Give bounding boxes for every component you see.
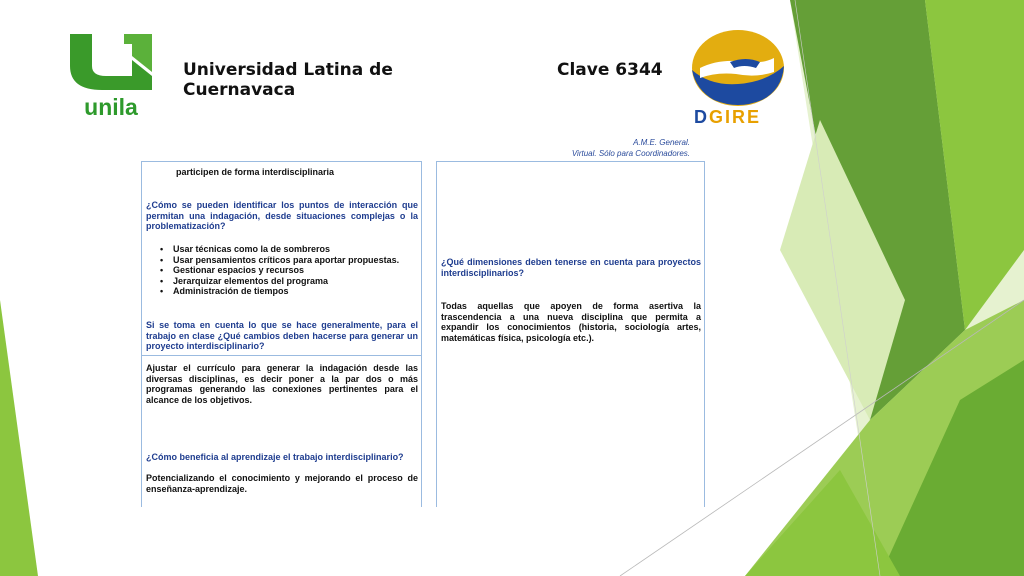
unila-logo: [66, 32, 156, 122]
document-note-line-2: Virtual. Sólo para Coordinadores.: [571, 149, 690, 158]
document-note-line-1: A.M.E. General.: [633, 138, 690, 147]
left-divider: [142, 355, 421, 356]
left-answer-3: Potencializando el conocimiento y mejorando el proceso de enseñanza-aprendizaje.: [146, 473, 418, 494]
left-bullet-list: [160, 244, 399, 297]
left-question-1: ¿Cómo se pueden identificar los puntos de interacción que permitan una indagación, desde situaciones complejas o la problematización?: [146, 200, 418, 231]
list-item: • Usar técnicas como la de sombreros: [173, 244, 399, 255]
dgire-logo-text: DGIRE: [694, 107, 762, 127]
right-content-panel: [436, 161, 705, 507]
university-code: Clave 6344: [557, 60, 663, 80]
university-title: Universidad Latina de Cuernavaca: [183, 60, 393, 100]
document-note: [520, 137, 690, 159]
left-green-sliver: [0, 300, 38, 576]
list-item: • Gestionar espacios y recursos: [173, 265, 399, 276]
left-question-3: ¿Cómo beneficia al aprendizaje el trabajo interdisciplinario?: [146, 452, 404, 462]
unila-logo-text: unila: [84, 94, 138, 120]
unila-logo-icon: [66, 32, 156, 94]
list-item: • Usar pensamientos críticos para aportar propuestas.: [173, 255, 399, 266]
left-answer-2: Ajustar el currículo para generar la indagación desde las diversas disciplinas, es decir poner a la par dos o más programas generando las conexiones pertinentes para el alcance de los objetivos.: [146, 363, 418, 405]
list-item: • Administración de tiempos: [173, 286, 399, 297]
right-answer-1: Todas aquellas que apoyen de forma asertiva la trascendencia a una nueva disciplina que permita a expandir los conocimientos (historia, sociología artes, matemáticas física, psicología etc.).: [441, 301, 701, 343]
dgire-logo: [690, 28, 790, 128]
left-intro-text: participen de forma interdisciplinaria: [176, 167, 335, 177]
right-question-1: ¿Qué dimensiones deben tenerse en cuenta para proyectos interdisciplinarios?: [441, 257, 701, 278]
list-item: • Jerarquizar elementos del programa: [173, 276, 399, 287]
dgire-logo-icon: [690, 28, 790, 108]
left-question-2: Si se toma en cuenta lo que se hace generalmente, para el trabajo en clase ¿Qué cambios deben hacerse para generar un proyecto interdisciplinario?: [146, 320, 418, 351]
left-content-panel: [141, 161, 422, 507]
